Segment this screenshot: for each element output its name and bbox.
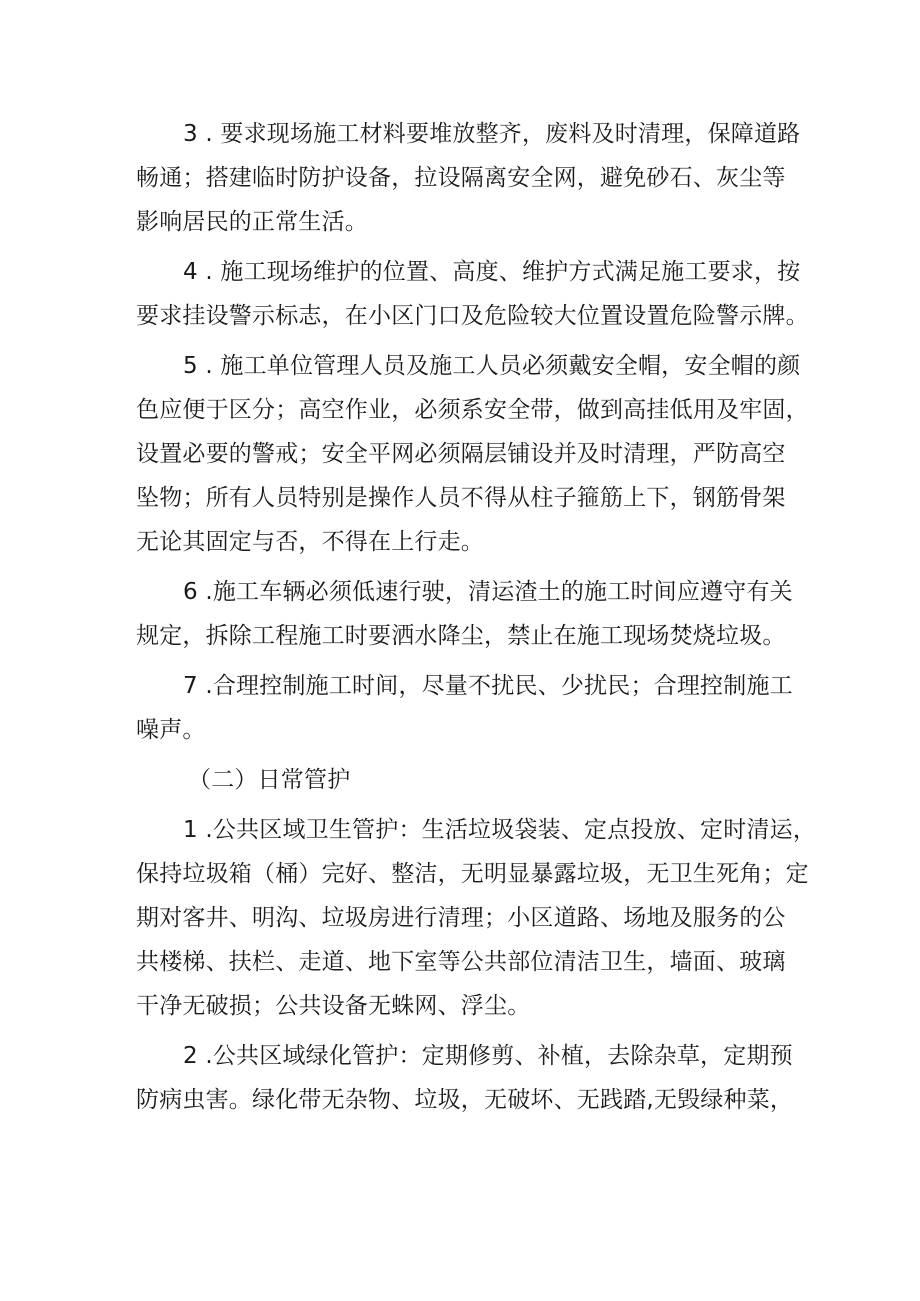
- paragraph-line: 2 .公共区域绿化管护：定期修剪、补植，去除杂草，定期预: [183, 1043, 793, 1069]
- paragraph-line: 要求挂设警示标志，在小区门口及危险较大位置设置危险警示牌。: [136, 303, 809, 329]
- paragraph-line: 无论其固定与否，不得在上行走。: [136, 529, 484, 555]
- paragraph-line: 影响居民的正常生活。: [136, 209, 368, 235]
- paragraph-line: 5 . 施工单位管理人员及施工人员必须戴安全帽，安全帽的颜: [183, 353, 801, 379]
- paragraph-line: 防病虫害。绿化带无杂物、垃圾，无破坏、无践踏,无毁绿种菜，: [136, 1087, 794, 1113]
- paragraph-line: 设置必要的警戒；安全平网必须隔层铺设并及时清理，严防高空: [136, 441, 786, 467]
- paragraph-item-6: [136, 570, 802, 658]
- document-body: [136, 112, 817, 1128]
- paragraph-line: 噪声。: [136, 717, 206, 743]
- paragraph-line: 4 . 施工现场维护的位置、高度、维护方式满足施工要求，按: [183, 259, 801, 285]
- paragraph-line: 色应便于区分；高空作业，必须系安全带，做到高挂低用及牢固，: [136, 397, 809, 423]
- paragraph-item-7: [136, 664, 802, 752]
- paragraph-line: 共楼梯、扶栏、走道、地下室等公共部位清洁卫生，墙面、玻璃: [136, 949, 786, 975]
- paragraph-line: 保持垃圾箱（桶）完好、整洁，无明显暴露垃圾，无卫生死角；定: [136, 861, 809, 887]
- paragraph-line: 畅通；搭建临时防护设备，拉设隔离安全网，避免砂石、灰尘等: [136, 165, 786, 191]
- paragraph-line: 坠物；所有人员特别是操作人员不得从柱子箍筋上下，钢筋骨架: [136, 485, 786, 511]
- paragraph-item-4: [136, 250, 809, 338]
- paragraph-line: 规定，拆除工程施工时要洒水降尘，禁止在施工现场焚烧垃圾。: [136, 623, 786, 649]
- paragraph-line: 1 .公共区域卫生管护：生活垃圾袋装、定点投放、定时清运，: [183, 817, 817, 843]
- paragraph-item-2: [136, 1034, 802, 1122]
- paragraph-item-5: [136, 344, 809, 564]
- section-heading: [136, 758, 802, 802]
- paragraph-line: 3 . 要求现场施工材料要堆放整齐，废料及时清理，保障道路: [183, 121, 801, 147]
- paragraph-line: 期对客井、明沟、垃圾房进行清理；小区道路、场地及服务的公: [136, 905, 786, 931]
- paragraph-item-3: [136, 112, 802, 244]
- paragraph-line: 干净无破损；公共设备无蛛网、浮尘。: [136, 993, 531, 1019]
- paragraph-line: 6 .施工车辆必须低速行驶，清运渣土的施工时间应遵守有关: [183, 579, 793, 605]
- section-heading-text: （二）日常管护: [188, 767, 351, 793]
- paragraph-item-1: [136, 808, 817, 1028]
- paragraph-line: 7 .合理控制施工时间，尽量不扰民、少扰民；合理控制施工: [183, 673, 793, 699]
